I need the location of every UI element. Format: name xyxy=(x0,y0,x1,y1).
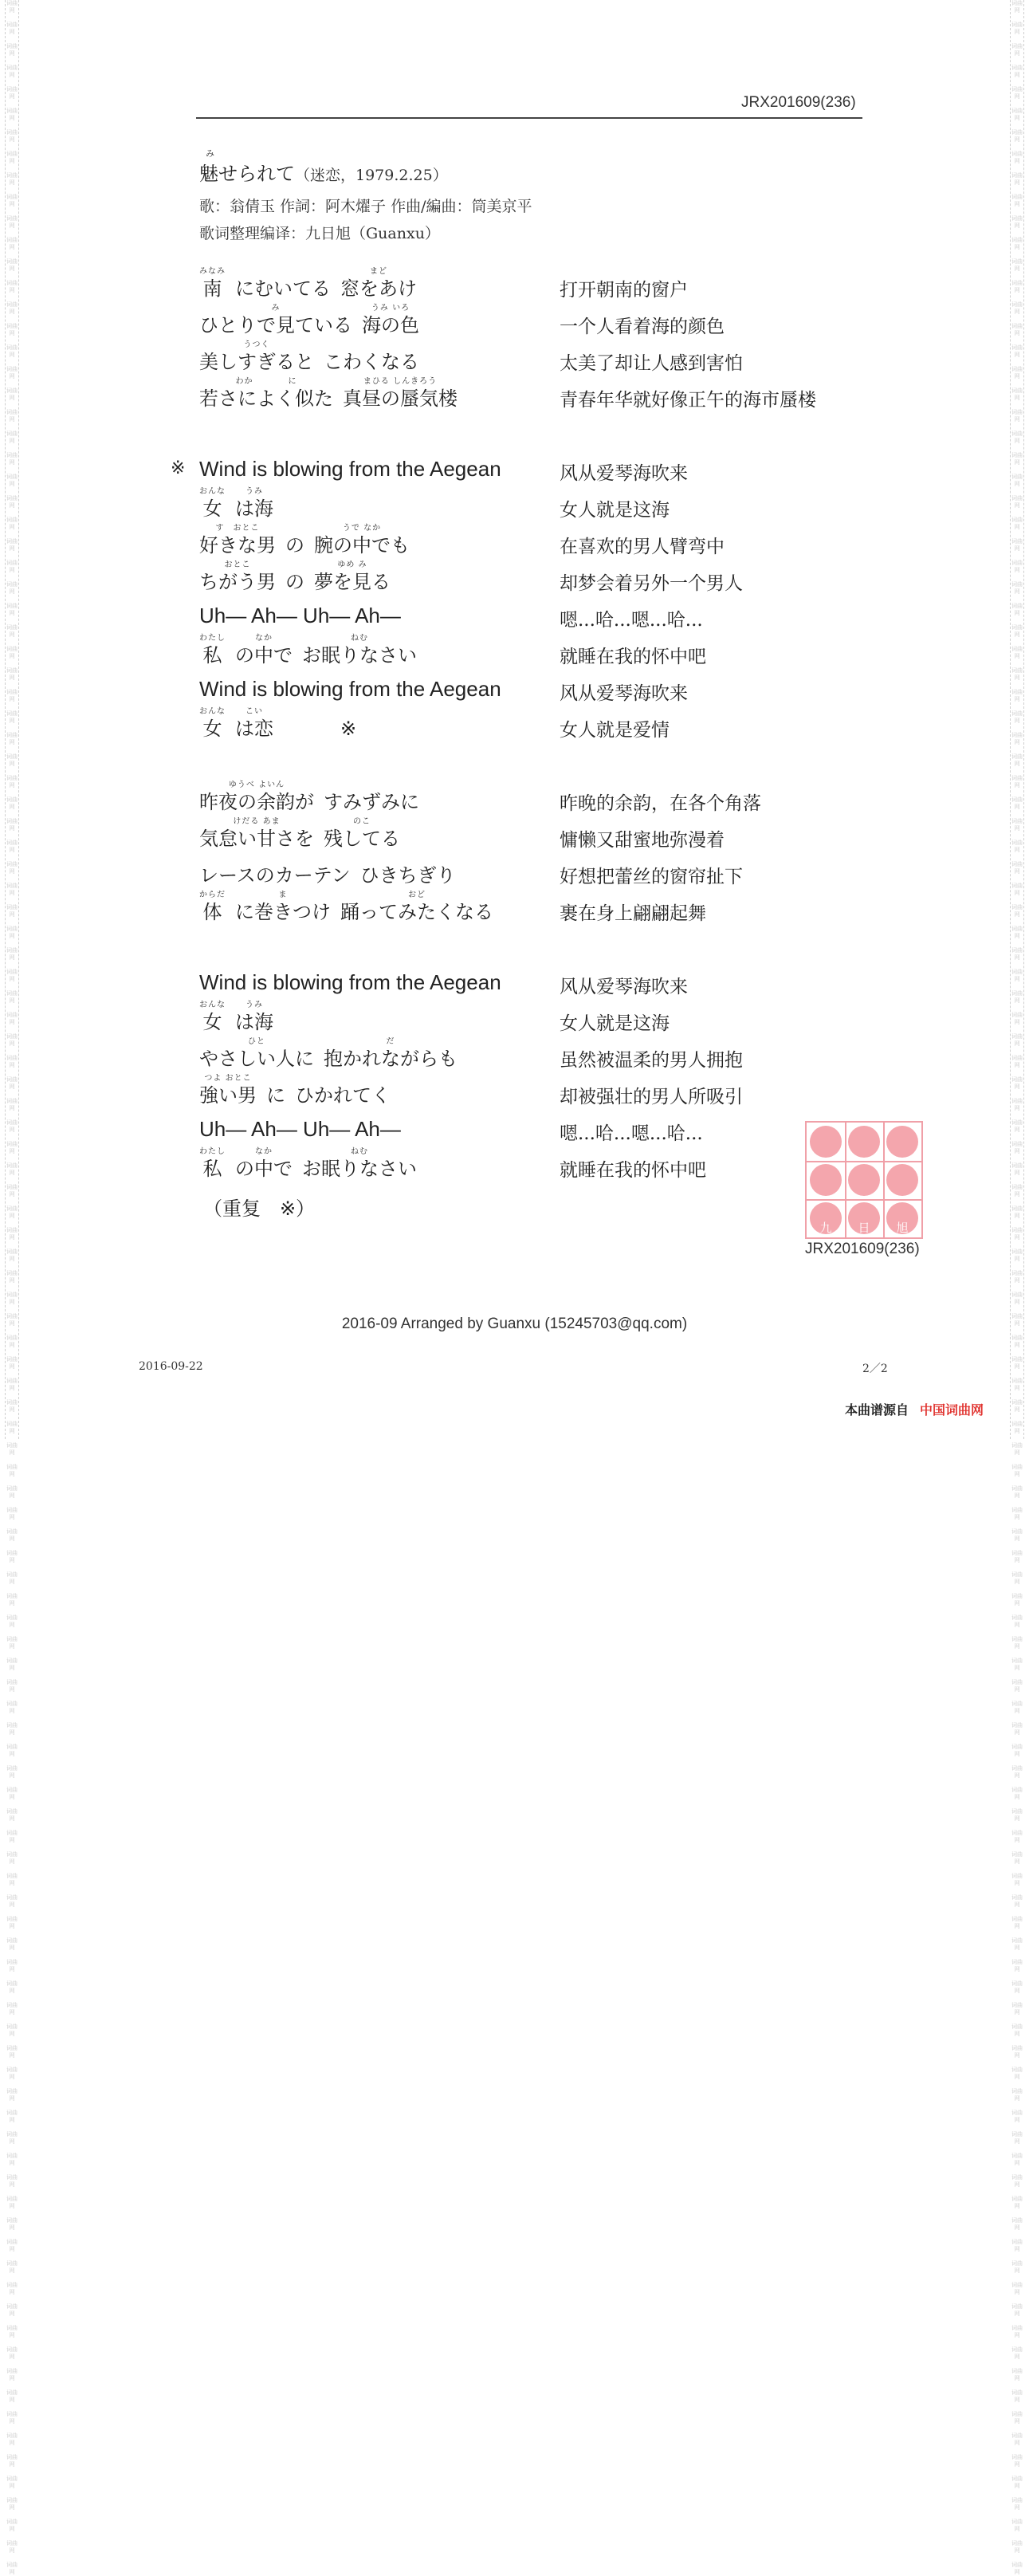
lyric-segment xyxy=(199,633,226,667)
furigana: けだる あま xyxy=(233,817,281,826)
seal-dot xyxy=(810,1164,842,1196)
lyric-text: 昨夜の余韵が xyxy=(199,791,314,813)
lyric-segment xyxy=(199,1000,226,1034)
lyric-chinese: 风从爱琴海吹来 xyxy=(560,463,688,484)
lyric-line xyxy=(199,667,917,704)
lyric-segment xyxy=(340,266,417,301)
lyric-segment xyxy=(235,1000,273,1034)
lyric-chinese: 昨晚的余韵，在各个角落 xyxy=(560,793,761,814)
lyric-text: 好きな男 xyxy=(199,534,276,556)
lyric-segment xyxy=(302,1146,417,1181)
lyric-text: 女 xyxy=(202,718,222,740)
lyric-text: ひきちぎり xyxy=(359,864,456,887)
lyric-segment xyxy=(285,523,304,557)
refrain-marker: ※ xyxy=(171,458,186,478)
lyric-text: に xyxy=(266,1084,285,1107)
seal-dot xyxy=(886,1164,918,1196)
source-credit xyxy=(845,1400,984,1418)
lyric-text: 気怠い甘さを xyxy=(199,828,314,850)
lyric-chinese: 女人就是爱情 xyxy=(560,720,670,741)
lyric-line xyxy=(199,887,917,924)
lyric-japanese xyxy=(199,704,366,741)
furigana: みなみ xyxy=(199,267,226,276)
lyric-english: Wind is blowing from the Aegean xyxy=(199,457,501,481)
lyric-text: やさしい人に xyxy=(199,1048,314,1070)
lyric-text: は海 xyxy=(235,498,273,520)
lyric-line xyxy=(199,557,917,594)
furigana: わか に xyxy=(235,377,297,386)
document-id: JRX201609(236) xyxy=(741,94,856,111)
left-watermark-strip: 词曲网 词曲网 词曲网 词曲网 词曲网 词曲网 词曲网 词曲网 词曲网 词曲网 词曲网 词曲网 词曲网 词曲网 词曲网 词曲网 词曲网 词曲网 词曲网 词曲网 词曲网 词曲网 词曲网 词曲网 词曲网 词曲网 词曲网 词曲网 词曲网 词曲网 词曲网 词曲网 词曲网 词曲网 词曲网 词曲网 词曲网 词曲网 词曲网 词曲网 词曲网 词曲网 词曲网 词曲网 词曲网 词曲网 词曲网 词曲网 词曲网 词曲网 词曲网 词曲网 词曲网 词曲网 词曲网 词曲网 词曲网 词曲网 词曲网 词曲网 词曲网 词曲网 词曲网 词曲网 词曲网 词曲网 词曲网 词曲网 词曲网 词曲网 词曲网 词曲网 词曲网 词曲网 词曲网 词曲网 词曲网 词曲网 词曲网 词曲网 词曲网 词曲网 词曲网 词曲网 词曲网 词曲网 词曲网 词曲网 词曲网 词曲网 词曲网 词曲网 词曲网 词曲网 词曲网 词曲网 词曲网 词曲网 词曲网 词曲网 词曲网 词曲网 词曲网 词曲网 词曲网 词曲网 词曲网 词曲网 词曲网 词曲网 词曲网 词曲网 词曲网 词曲网 词曲网 词曲网 词曲网 词曲网 词曲网 词曲网 xyxy=(6,0,18,2575)
header-rule xyxy=(196,117,862,119)
lyric-japanese xyxy=(199,484,283,521)
lyric-chinese: 慵懒又甜蜜地弥漫着 xyxy=(560,830,725,851)
furigana: のこ xyxy=(353,817,371,826)
lyric-japanese xyxy=(199,1144,426,1181)
seal-dot xyxy=(848,1126,880,1158)
lyric-line xyxy=(199,301,917,337)
lyric-text: ひとりで見ている xyxy=(199,314,352,336)
lyric-text: 体 xyxy=(202,901,222,923)
furigana: おんな xyxy=(199,707,226,716)
lyric-segment xyxy=(235,706,273,741)
seal-stamp xyxy=(805,1121,923,1239)
credits-line: 歌：翁倩玉 作詞：阿木燿子 作曲/編曲：筒美京平 xyxy=(199,198,532,215)
furigana: ねむ xyxy=(351,634,368,643)
lyric-chinese: 嗯...哈...嗯...哈... xyxy=(560,610,703,631)
furigana: こい xyxy=(245,707,263,716)
furigana: ゆめ み xyxy=(337,560,367,569)
lyric-chinese: 在喜欢的男人臂弯中 xyxy=(560,537,725,557)
lyric-line xyxy=(199,631,917,667)
print-date: 2016-09-22 xyxy=(139,1360,203,1373)
lyric-chinese: 一个人看着海的颜色 xyxy=(560,317,725,337)
lyric-japanese xyxy=(199,337,429,374)
lyric-line xyxy=(199,264,917,301)
lyric-segment xyxy=(199,303,352,337)
furigana: なか xyxy=(255,634,273,643)
lyric-japanese xyxy=(199,521,419,557)
seal-dot xyxy=(886,1126,918,1158)
lyric-english: Uh— Ah— Uh— Ah— xyxy=(199,604,401,627)
lyric-line xyxy=(199,521,917,557)
stamp-id: JRX201609(236) xyxy=(805,1241,920,1257)
furigana: わたし xyxy=(199,1147,226,1156)
lyric-chinese: 风从爱琴海吹来 xyxy=(560,683,688,704)
furigana: からだ xyxy=(199,891,226,899)
lyric-text: 南 xyxy=(202,277,222,300)
lyric-japanese xyxy=(199,997,283,1034)
lyric-chinese: 就睡在我的怀中吧 xyxy=(560,647,706,667)
lyric-segment xyxy=(199,523,276,557)
lyric-english: Uh— Ah— Uh— Ah— xyxy=(199,1117,401,1141)
lyric-text: 私 xyxy=(202,1158,222,1180)
furigana: つよ おとこ xyxy=(204,1074,252,1083)
lyric-line xyxy=(199,777,917,814)
lyric-text: 残してる xyxy=(324,828,400,850)
lyric-segment xyxy=(199,1036,314,1071)
furigana: まひる しんきろう xyxy=(363,377,438,386)
lyric-text: すみずみに xyxy=(324,791,419,813)
lyric-chinese: 打开朝南的窗户 xyxy=(560,280,688,301)
lyric-segment xyxy=(199,340,314,374)
seal-text xyxy=(807,1219,921,1236)
lyric-text: 女 xyxy=(202,1011,222,1033)
lyric-segment xyxy=(199,1146,226,1181)
lyric-japanese xyxy=(199,887,503,924)
lyric-segment xyxy=(199,266,226,301)
furigana: ゆうべ よいん xyxy=(228,781,285,789)
lyric-line xyxy=(199,337,917,374)
title-line xyxy=(199,158,448,186)
furigana: だ xyxy=(386,1037,395,1046)
lyric-chinese: 就睡在我的怀中吧 xyxy=(560,1160,706,1181)
lyric-text: 夢を見る xyxy=(314,571,391,593)
furigana: ひと xyxy=(248,1037,265,1046)
lyric-chinese: 太美了却让人感到害怕 xyxy=(560,353,743,374)
lyric-text: お眠りなさい xyxy=(302,644,417,667)
lyric-japanese xyxy=(199,557,400,594)
lyric-segment xyxy=(199,890,226,924)
lyric-line xyxy=(199,851,917,887)
furigana: うで なか xyxy=(342,524,382,533)
furigana: まど xyxy=(370,267,387,276)
lyric-segment xyxy=(199,853,351,887)
lyric-chinese: 却被强壮的男人所吸引 xyxy=(560,1087,743,1107)
lyric-segment xyxy=(266,1073,285,1107)
lyric-line xyxy=(199,1071,917,1107)
furigana: ねむ xyxy=(351,1147,368,1156)
lyric-japanese xyxy=(199,264,426,301)
lyric-segment xyxy=(324,816,400,851)
lyric-segment xyxy=(324,780,419,814)
lyric-text: ちがう男 xyxy=(199,571,276,593)
lyric-chinese: 却梦会着另外一个男人 xyxy=(560,573,743,594)
seal-char: 日 xyxy=(858,1221,870,1235)
source-prefix: 本曲谱源自 xyxy=(845,1402,909,1418)
lyric-line xyxy=(199,374,917,411)
lyric-japanese xyxy=(199,374,467,411)
lyric-text: の xyxy=(285,571,304,593)
lyric-segment xyxy=(314,560,391,594)
furigana: なか xyxy=(255,1147,273,1156)
lyric-text: 女 xyxy=(202,498,222,520)
furigana: み xyxy=(271,304,281,313)
lyric-text: に巻きつけ xyxy=(235,901,331,923)
lyric-text: ひかれてく xyxy=(295,1084,391,1107)
lyric-text: レースのカーテン xyxy=(199,864,351,887)
lyric-english: Wind is blowing from the Aegean xyxy=(199,970,501,994)
seal-dot xyxy=(810,1126,842,1158)
lyric-segment xyxy=(199,816,314,851)
furigana: うみ xyxy=(245,487,263,496)
lyric-text: 腕の中でも xyxy=(314,534,410,556)
lyric-segment xyxy=(199,706,226,741)
lyric-text: 真昼の蜃気楼 xyxy=(343,387,458,410)
lyric-text: は海 xyxy=(235,1011,273,1033)
right-watermark-strip: 词曲网 词曲网 词曲网 词曲网 词曲网 词曲网 词曲网 词曲网 词曲网 词曲网 词曲网 词曲网 词曲网 词曲网 词曲网 词曲网 词曲网 词曲网 词曲网 词曲网 词曲网 词曲网 词曲网 词曲网 词曲网 词曲网 词曲网 词曲网 词曲网 词曲网 词曲网 词曲网 词曲网 词曲网 词曲网 词曲网 词曲网 词曲网 词曲网 词曲网 词曲网 词曲网 词曲网 词曲网 词曲网 词曲网 词曲网 词曲网 词曲网 词曲网 词曲网 词曲网 词曲网 词曲网 词曲网 词曲网 词曲网 词曲网 词曲网 词曲网 词曲网 词曲网 词曲网 词曲网 词曲网 词曲网 词曲网 词曲网 词曲网 词曲网 词曲网 词曲网 词曲网 词曲网 词曲网 词曲网 词曲网 词曲网 词曲网 词曲网 词曲网 词曲网 词曲网 词曲网 词曲网 词曲网 词曲网 词曲网 词曲网 词曲网 词曲网 词曲网 词曲网 词曲网 词曲网 词曲网 词曲网 词曲网 词曲网 词曲网 词曲网 词曲网 词曲网 词曲网 词曲网 词曲网 词曲网 词曲网 词曲网 词曲网 词曲网 词曲网 词曲网 词曲网 词曲网 词曲网 词曲网 词曲网 词曲网 词曲网 xyxy=(1011,0,1023,2575)
lyric-english: Wind is blowing from the Aegean xyxy=(199,677,501,701)
lyric-text: 美しすぎると xyxy=(199,351,314,373)
song-subtitle: （迷恋，1979.2.25） xyxy=(295,167,448,184)
lyric-segment xyxy=(360,853,456,887)
furigana: おんな xyxy=(199,1001,226,1009)
lyric-segment xyxy=(199,486,226,521)
lyric-segment xyxy=(199,560,276,594)
furigana: おど xyxy=(408,891,426,899)
furigana: ま xyxy=(278,891,288,899)
lyric-segment xyxy=(362,303,419,337)
lyric-line xyxy=(199,997,917,1034)
lyric-japanese xyxy=(199,814,410,851)
lyric-segment xyxy=(285,560,304,594)
arranged-by: 2016-09 Arranged by Guanxu (15245703@qq.com) xyxy=(341,1316,688,1332)
lyric-chinese: 青春年华就好像正午的海市蜃楼 xyxy=(560,390,816,411)
lyric-chinese: 风从爱琴海吹来 xyxy=(560,977,688,997)
furigana: うつく xyxy=(243,340,270,349)
lyric-line xyxy=(171,447,917,484)
lyric-segment xyxy=(199,780,314,814)
lyric-chinese: 好想把蕾丝的窗帘扯下 xyxy=(560,867,743,887)
lyric-segment xyxy=(199,376,333,411)
lyric-japanese xyxy=(199,631,426,667)
lyric-line xyxy=(199,1034,917,1071)
song-title: 魅せられて xyxy=(199,163,295,185)
lyric-segment xyxy=(235,1146,293,1181)
lyric-chinese: 女人就是这海 xyxy=(560,1013,670,1034)
lyric-japanese xyxy=(199,1071,400,1107)
lyric-japanese xyxy=(199,301,429,337)
lyric-segment xyxy=(340,890,493,924)
title-ruby: み xyxy=(206,148,214,159)
lyric-text: は恋 xyxy=(235,718,273,740)
lyric-segment xyxy=(343,376,458,411)
repeat-note: （重复 ※） xyxy=(203,1198,316,1220)
seal-char: 旭 xyxy=(896,1221,909,1235)
seal-dot xyxy=(848,1164,880,1196)
lyric-text: こわくなる xyxy=(324,351,419,373)
lyric-japanese xyxy=(199,777,429,814)
furigana: わたし xyxy=(199,634,226,643)
lyric-text: の中で xyxy=(235,644,293,667)
lyric-segment xyxy=(235,633,293,667)
lyric-line xyxy=(199,961,917,997)
seal-char: 九 xyxy=(819,1221,832,1235)
lyric-segment xyxy=(235,266,331,301)
lyric-segment xyxy=(283,706,356,741)
lyric-line xyxy=(199,484,917,521)
lyric-segment xyxy=(314,523,410,557)
lyric-text: 窓をあけ xyxy=(340,277,417,300)
lyric-segment xyxy=(302,633,417,667)
lyric-chinese: 嗯...哈...嗯...哈... xyxy=(560,1123,703,1144)
lyric-text: 若さによく似た xyxy=(199,387,333,410)
furigana: うみ いろ xyxy=(371,304,410,313)
lyric-text: お眠りなさい xyxy=(302,1158,417,1180)
lyric-japanese xyxy=(199,1034,467,1071)
lyric-line xyxy=(199,594,917,631)
lyric-chinese: 裹在身上翩翩起舞 xyxy=(560,903,706,924)
lyric-segment xyxy=(324,340,419,374)
furigana: うみ xyxy=(245,1001,263,1009)
lyric-segment xyxy=(235,486,273,521)
page-number: 2／2 xyxy=(862,1363,888,1375)
lyric-segment xyxy=(235,890,331,924)
source-site-link[interactable]: 中国词曲网 xyxy=(920,1402,984,1418)
lyric-chinese: 女人就是这海 xyxy=(560,500,670,521)
lyric-japanese xyxy=(199,851,465,887)
lyric-text: ※ xyxy=(283,718,357,740)
lyric-segment xyxy=(199,1073,257,1107)
lyric-chinese: 虽然被温柔的男人拥抱 xyxy=(560,1050,743,1071)
lyric-line xyxy=(199,814,917,851)
lyric-segment xyxy=(324,1036,458,1071)
lyric-segment xyxy=(295,1073,391,1107)
lyric-text: の xyxy=(285,534,304,556)
lyric-line xyxy=(199,704,917,741)
lyric-text: 踊ってみたくなる xyxy=(340,901,493,923)
furigana: おんな xyxy=(199,487,226,496)
furigana: おとこ xyxy=(224,560,251,569)
credits-compiler: 歌词整理编译：九日旭（Guanxu） xyxy=(199,225,440,242)
lyric-text: の中で xyxy=(235,1158,293,1180)
lyric-text: 抱かれながらも xyxy=(324,1048,458,1070)
furigana: す おとこ xyxy=(215,524,260,533)
lyric-text: にむいてる xyxy=(235,277,331,300)
lyric-text: 私 xyxy=(202,644,222,667)
lyric-text: 海の色 xyxy=(362,314,419,336)
lyric-text: 強い男 xyxy=(199,1084,257,1107)
